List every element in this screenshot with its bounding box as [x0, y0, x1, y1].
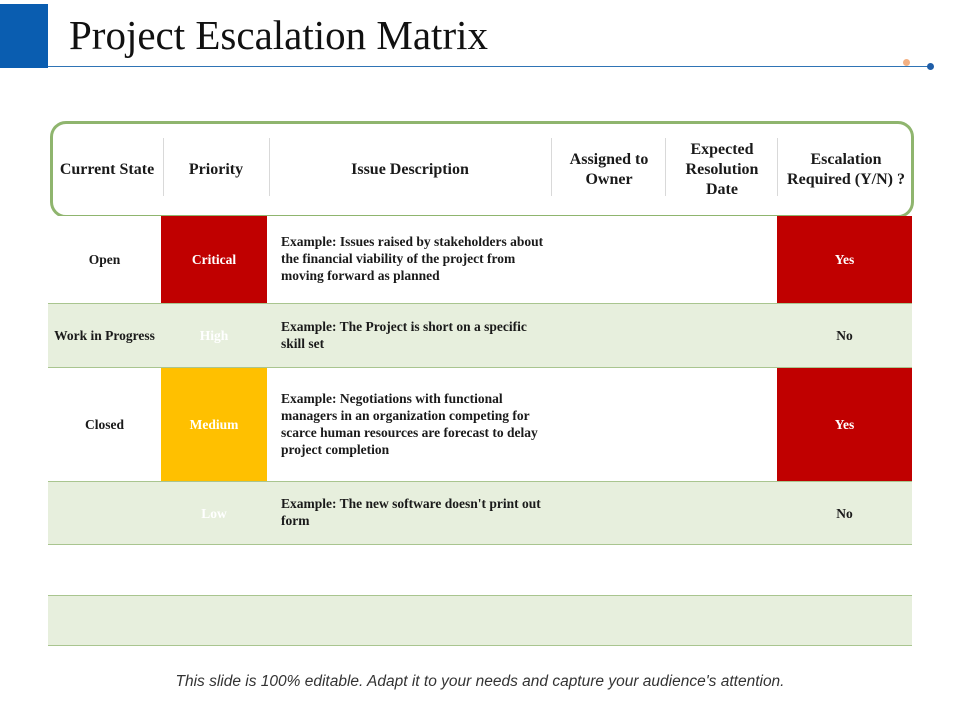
description-text: Example: The Project is short on a specific skill set — [281, 318, 527, 351]
cell-assigned-owner — [549, 216, 663, 303]
corner-accent-block — [0, 4, 48, 68]
cell-assigned-owner — [549, 596, 663, 645]
cell-issue-description — [267, 304, 549, 367]
cell-issue-description — [267, 216, 549, 303]
table-row — [48, 545, 912, 595]
cell-assigned-owner — [549, 368, 663, 481]
footer-note: This slide is 100% editable. Adapt it to your needs and capture your audience's attention. — [175, 673, 785, 690]
cell-escalation — [777, 596, 912, 645]
table-row — [48, 482, 912, 544]
header-divider — [665, 138, 666, 196]
header-expected-resolution-date: Expected Resolution Date — [685, 140, 759, 198]
header-divider — [777, 138, 778, 196]
description-text: Example: Issues raised by stakeholders about the financial viability of the project from moving forward as planned — [281, 234, 544, 283]
header-escalation-required: Escalation Required (Y/N) ? — [787, 150, 905, 188]
cell-resolution-date — [663, 545, 777, 595]
header-assigned-to-owner: Assigned to Owner — [569, 150, 649, 188]
cell-escalation: No — [836, 328, 853, 343]
cell-assigned-owner — [549, 482, 663, 544]
cell-resolution-date — [663, 368, 777, 481]
table-header — [50, 121, 914, 218]
cell-current-state — [48, 545, 161, 595]
header-issue-description: Issue Description — [351, 160, 469, 178]
cell-issue-description — [267, 482, 549, 544]
cell-escalation — [777, 545, 912, 595]
cell-current-state: Work in Progress — [54, 328, 155, 343]
description-text: Example: Negotiations with functional managers in an organization competing for scarce human resources are forecast to delay project completion — [281, 390, 538, 457]
cell-issue-description — [267, 596, 549, 645]
row-divider — [48, 645, 912, 646]
cell-escalation: No — [836, 505, 853, 521]
cell-priority: Low — [201, 505, 227, 521]
cell-current-state: Open — [88, 252, 121, 267]
cell-escalation: Yes — [777, 368, 912, 481]
cell-assigned-owner — [549, 545, 663, 595]
header-divider — [551, 138, 552, 196]
cell-current-state: Closed — [84, 417, 124, 432]
cell-current-state — [48, 482, 161, 544]
cell-priority: Critical — [161, 216, 267, 303]
blue-dot-icon — [927, 63, 934, 70]
table-row — [48, 596, 912, 645]
cell-priority — [161, 596, 267, 645]
cell-escalation: Yes — [777, 216, 912, 303]
orange-dot-icon — [903, 59, 910, 66]
header-current-state: Current State — [59, 160, 155, 178]
cell-priority: High — [199, 328, 229, 343]
title-underline — [48, 66, 932, 67]
table-row — [48, 368, 912, 481]
cell-resolution-date — [663, 304, 777, 367]
cell-resolution-date — [663, 216, 777, 303]
page-title: Project Escalation Matrix — [69, 12, 488, 58]
cell-priority — [161, 545, 267, 595]
cell-issue-description — [267, 545, 549, 595]
cell-issue-description — [267, 368, 549, 481]
cell-priority: Medium — [161, 368, 267, 481]
description-text: Example: The new software doesn't print out form — [281, 496, 541, 528]
table-row — [48, 304, 912, 367]
cell-resolution-date — [663, 596, 777, 645]
cell-resolution-date — [663, 482, 777, 544]
table-row — [48, 216, 912, 303]
cell-assigned-owner — [549, 304, 663, 367]
header-priority: Priority — [188, 160, 244, 178]
cell-current-state — [48, 596, 161, 645]
